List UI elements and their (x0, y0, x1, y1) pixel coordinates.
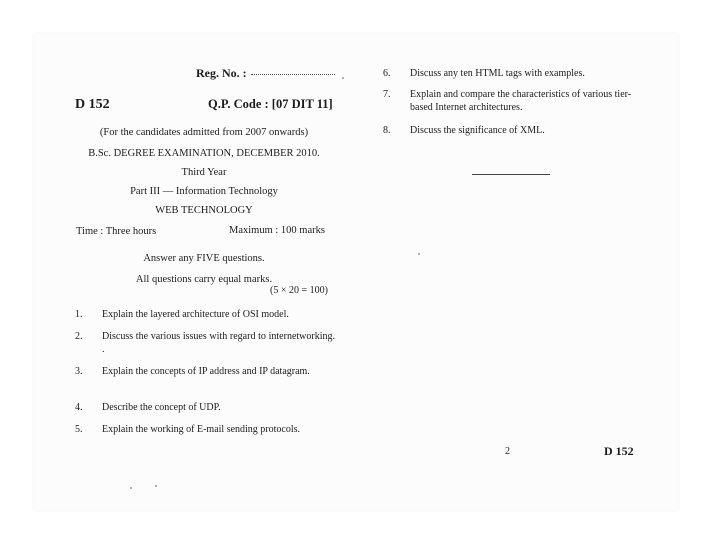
question-number: 2. (75, 331, 83, 342)
degree-title: B.Sc. DEGREE EXAMINATION, DECEMBER 2010. (88, 148, 320, 159)
scan-speck (342, 77, 344, 79)
question-number: 5. (75, 424, 83, 435)
max-marks-label: Maximum : 100 marks (229, 225, 325, 236)
question-text: Discuss the significance of XML. (410, 125, 545, 136)
end-rule (472, 174, 550, 175)
paper-code: D 152 (75, 97, 110, 112)
time-label: Time : Three hours (76, 226, 157, 237)
question-text: Describe the concept of UDP. (102, 402, 221, 413)
question-text: Discuss any ten HTML tags with examples. (410, 68, 585, 79)
scan-speck (418, 253, 420, 255)
question-text: Explain the working of E-mail sending protocols. (102, 424, 301, 435)
question-text: Explain the concepts of IP address and IP datagram. (102, 366, 310, 377)
question-number: 8. (383, 125, 391, 136)
question-text: Discuss the various issues with regard to internetworking. . (102, 331, 335, 355)
marks-scheme: (5 × 20 = 100) (270, 285, 328, 296)
question-3 (75, 365, 335, 393)
reg-no-field (196, 66, 335, 81)
reg-no-blank (251, 73, 335, 75)
instruction-equal-marks: All questions carry equal marks. (135, 274, 273, 285)
scan-speck (155, 485, 157, 487)
subject-title: WEB TECHNOLOGY (155, 205, 253, 216)
question-text: Explain the layered architecture of OSI model. (102, 309, 289, 320)
footer-paper-code: D 152 (604, 444, 634, 458)
instruction-answer: Answer any FIVE questions. (143, 253, 265, 264)
part-label: Part III — Information Technology (130, 186, 278, 197)
qp-code: Q.P. Code : [07 DIT 11] (208, 97, 333, 111)
question-number: 6. (383, 68, 391, 79)
question-number: 7. (383, 89, 391, 100)
reg-no-label: Reg. No. : (196, 66, 247, 80)
page-number: 2 (505, 446, 510, 457)
year-label: Third Year (181, 167, 227, 178)
question-number: 1. (75, 309, 83, 320)
question-2 (75, 330, 335, 358)
scan-speck (130, 487, 132, 489)
candidates-note: (For the candidates admitted from 2007 onwards) (99, 127, 309, 138)
question-number: 4. (75, 402, 83, 413)
question-text: Explain and compare the characteristics of various tier-based Internet architectures. (410, 89, 632, 113)
question-number: 3. (75, 366, 83, 377)
question-7 (383, 88, 643, 116)
